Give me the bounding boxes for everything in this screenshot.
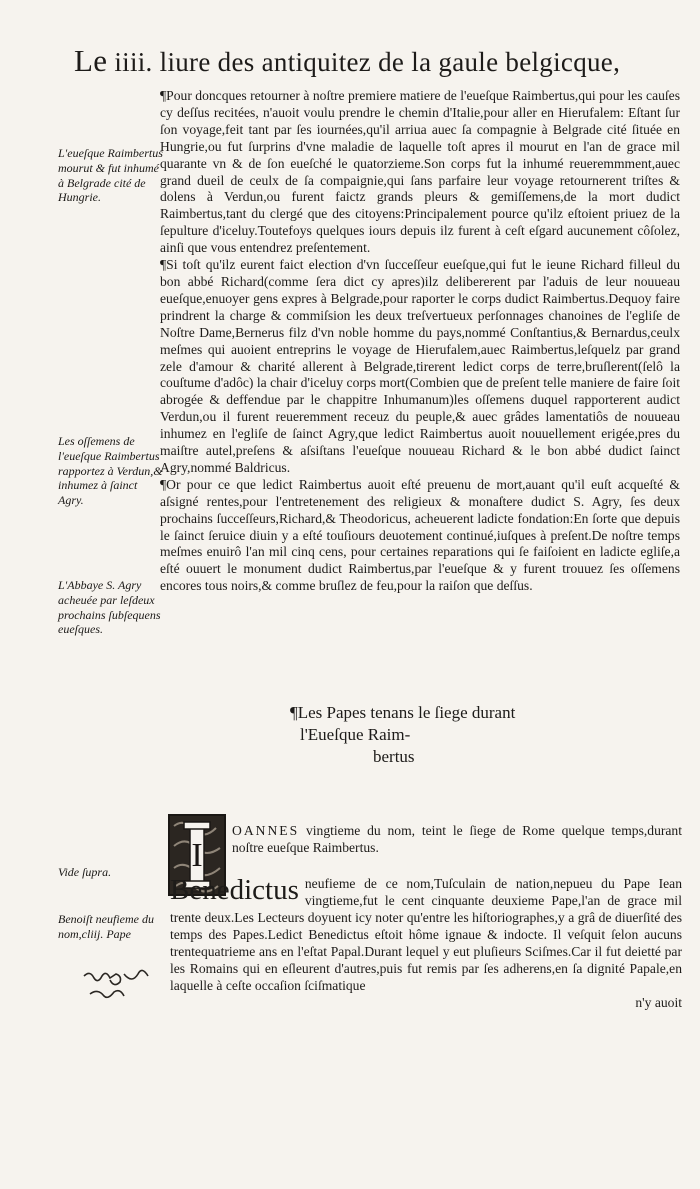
benedictus-name: Benedictus	[170, 874, 299, 906]
paragraph-1: ¶Pour doncques retourner à noſtre premiere matiere de l'eueſque Raimbertus,qui pour les cauſes cy deſſus recitées, n'auoit voulu prendre le chemin d'Italie,pour aller en Hierufalem: Eſtant ſur ſon voyage,feit tant par ſes iournées,qu'il arriua auec ſa compagnie à Belgrade cité ſituée en Hungrie,ou fut ſurprins d'vne maladie de laquelle toſt apres il mourut en l'an de grace mil quarante vn & de ſon eueſché le quatorzieme.Son corps fut la inhumé reueremmment,auec grand dueil de ceulx de ſa compaignie,qui ſans parfaire leur voyage retournerent triſtes & dolens à Verdun,ou furent faictz grands pleurs & gemiſſemens,de la mort dudict Raimbertus,tant du clergé que des citoyens:Principalement pource qu'ilz eſtoient priuez de la ſepulture d'iceluy.Toutefoys quelques iours depuis ilz furent à ceſt eſgard aucunement côſolez, ainſi que vous entendrez preſentement.	[160, 88, 680, 256]
handwritten-annotation	[80, 968, 160, 1008]
ioannes-text: vingtieme du nom, teint le ſiege de Rome quelque temps,durant noſtre eueſque Raimbertus.	[232, 823, 682, 855]
ioannes-name: OANNES	[232, 823, 300, 838]
main-text-column	[160, 88, 680, 595]
running-head	[74, 44, 674, 79]
running-head-text: iiii. liure des antiquitez de la gaule belgicque,	[107, 47, 621, 77]
paragraph-3: ¶Or pour ce que ledict Raimbertus auoit eſté preuenu de mort,auant qu'il euſt acqueſté & aſsigné rentes,pour l'entretenement des religieux & monaſtere dudict S. Agry, ſes deux prochains ſucceſſeurs,Richard,& Theodoricus, acheuerent ladicte fondation:En ſorte que depuis le ſainct ſeruice diuin y a eſté touſiours deuotement continué,iuſques à preſent.De noſtre temps meſmes enuirô l'an mil cinq cens, pour certaines reparations qui ſe faiſoient en ladicte egliſe,a eſté ouuert le monument dudict Raimbertus,par l'eueſque & y furent trouuez ſes oſſemens encores tous noirs,& comme bruſlez de feu,pour la raiſon que deſſus.	[160, 476, 680, 594]
catchword: n'y auoit	[635, 995, 682, 1010]
section-heading	[290, 702, 590, 768]
margin-note-death: L'eueſque Raimbertus mourut & fut inhumé à Belgrade cité de Hungrie.	[58, 146, 163, 205]
heading-line-2: l'Eueſque Raim-	[300, 725, 411, 744]
running-head-prefix: Le	[74, 43, 108, 78]
initial-letter: I	[191, 837, 203, 874]
benedictus-entry	[170, 875, 682, 1011]
paragraph-2: ¶Si toſt qu'ilz eurent faict election d'vn ſucceſſeur eueſque,qui fut le ieune Richard filleul du bon abbé Richard(comme ſera dict cy apres)ilz delibererent par l'aduis de leur nouueau eueſque,enuoyer gens expres à Belgrade,pour raporter le corps dudict Raimbertus.Dequoy faire prindrent la charge & commiſsion les deux treſvertueux perſonnages chanoines de l'egliſe de Noſtre Dame,Bernerus filz d'vn noble homme du pays,nommé Conſtantius,& Bernardus,ceulx meſmes qui auoient entreprins le voyage de Hierufalem,auec Raimbertus,leſquelz par grand zele d'amour & charité allerent à Belgrade,tirerent ledict corps de terre,bruſlerent(ſelô la couſtume d'adôc) la chair d'iceluy corps mort(Combien que de preſent telle maniere de faire ſoit abrogée & deffendue par le chappitre Inhumanum)les oſſemens duquel rapporterent audict Verdun,ou il furent reueremment receuz du peuple,& auec grâdes lamentatiôs de nouueau inhumez en l'egliſe de ſainct Agry,que ledict Raimbertus auoit nouuellement erigée,pres du maiſtre autel,preſens & aſsiſtans l'eueſque nouueau Richard & le bon abbé dudict ſainct Agry,nommé Baldricus.	[160, 257, 680, 475]
benedictus-text: neufieme de ce nom,Tuſculain de nation,nepueu du Pape Iean vingtieme,fut le cent cinquante deuxieme Pape,l'an de grace mil trente deux.Les Lecteurs doyuent icy noter qu'entre les hiſtoriographes,y a grâ de diuerſité des temps des Papes.Ledict Benedictus eſtoit hôme ignaue & indocte. Il veſquit ſelon aucuns trentequatrieme ans en l'eſtat Papal.Durant lequel y eut pluſieurs Sciſmes.Car il fut deietté par les Romains qui en eſleurent d'autres,puis fut remis par ſes adherens,en ſa dignité Papale,en laquelle à ceſte occaſion ſciſmatique	[170, 876, 682, 993]
margin-note-abbey: L'Abbaye S. Agry acheuée par leſdeux prochains ſubſequens eueſques.	[58, 578, 161, 637]
margin-note-benoist: Benoiſt neufieme du nom,cliij. Pape	[58, 912, 154, 941]
ioannes-entry	[232, 822, 682, 856]
heading-line-3: bertus	[373, 747, 415, 766]
heading-line-1: ¶Les Papes tenans le ſiege durant	[290, 703, 516, 722]
margin-note-bones: Les oſſemens de l'eueſque Raimbertus rapportez à Verdun,& inhumez à ſainct Agry.	[58, 434, 163, 508]
margin-note-vide-supra: Vide ſupra.	[58, 865, 112, 879]
